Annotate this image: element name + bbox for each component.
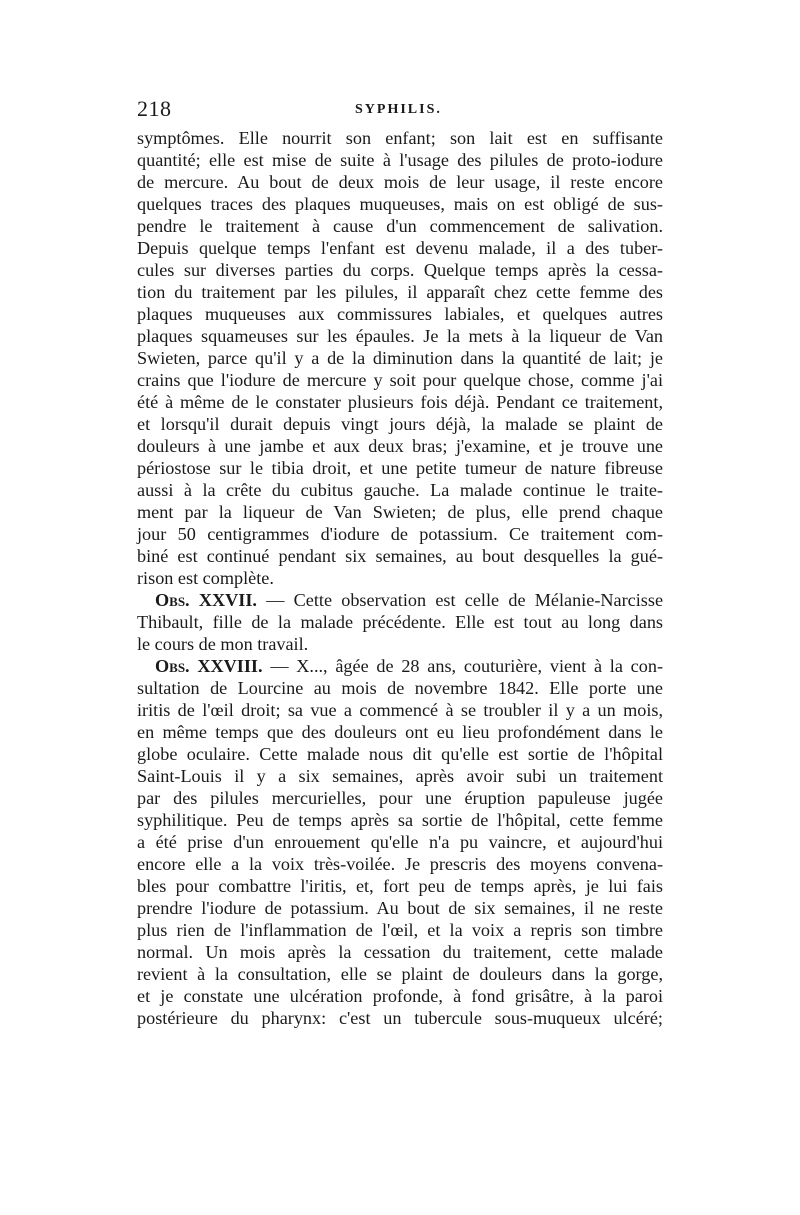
text-line: crains que l'iodure de mercure y soit pour quelque chose, comme j'ai — [137, 370, 663, 390]
text-line: le cours de mon travail. — [137, 634, 309, 654]
text-line: Depuis quelque temps l'enfant est devenu malade, il a des tuber- — [137, 238, 663, 258]
text-line: plaques squameuses sur les épaules. Je la mets à la liqueur de Van — [137, 326, 663, 346]
running-head — [137, 96, 663, 126]
page-number: 218 — [137, 96, 172, 121]
text-line: été à même de le constater plusieurs fois déjà. Pendant ce traitement, — [137, 392, 663, 412]
text-line: symptômes. Elle nourrit son enfant; son lait est en suffisante — [137, 128, 663, 148]
observation-heading — [137, 655, 663, 677]
body-text — [137, 127, 663, 1029]
text-line: rison est complète. — [137, 568, 274, 588]
observation-label: Obs. XXVII. — [155, 590, 257, 610]
text-line: ment par la liqueur de Van Swieten; de plus, elle prend chaque — [137, 502, 663, 522]
text-line: globe oculaire. Cette malade nous dit qu'elle est sortie de l'hôpital — [137, 744, 663, 764]
observation-first-line: — Cette observation est celle de Mélanie-Narcisse — [266, 590, 664, 610]
text-line: plus rien de l'inflammation de l'œil, et la voix a repris son timbre — [137, 920, 663, 940]
text-line: encore elle a la voix très-voilée. Je prescris des moyens convena- — [137, 854, 663, 874]
text-line: par des pilules mercurielles, pour une éruption papuleuse jugée — [137, 788, 663, 808]
text-line: bles pour combattre l'iritis, et, fort peu de temps après, je lui fais — [137, 876, 663, 896]
text-line: prendre l'iodure de potassium. Au bout de six semaines, il ne reste — [137, 898, 663, 918]
text-line: aussi à la crête du cubitus gauche. La malade continue le traite- — [137, 480, 663, 500]
text-line: de mercure. Au bout de deux mois de leur usage, il reste encore — [137, 172, 663, 192]
text-line: Thibault, fille de la malade précédente. Elle est tout au long dans — [137, 612, 663, 632]
text-line: iritis de l'œil droit; sa vue a commencé à se troubler il y a un mois, — [137, 700, 663, 720]
text-line: quelques traces des plaques muqueuses, mais on est obligé de sus- — [137, 194, 663, 214]
running-title: SYPHILIS. — [355, 102, 442, 117]
text-line: cules sur diverses parties du corps. Quelque temps après la cessa- — [137, 260, 663, 280]
text-line: revient à la consultation, elle se plaint de douleurs dans la gorge, — [137, 964, 663, 984]
text-line: normal. Un mois après la cessation du traitement, cette malade — [137, 942, 663, 962]
text-line: a été prise d'un enrouement qu'elle n'a pu vaincre, et aujourd'hui — [137, 832, 663, 852]
text-line: syphilitique. Peu de temps après sa sortie de l'hôpital, cette femme — [137, 810, 663, 830]
text-line: Saint-Louis il y a six semaines, après avoir subi un traitement — [137, 766, 663, 786]
text-line: périostose sur le tibia droit, et une petite tumeur de nature fibreuse — [137, 458, 663, 478]
text-line: tion du traitement par les pilules, il apparaît chez cette femme des — [137, 282, 663, 302]
observation-heading — [137, 589, 663, 611]
observation-label: Obs. XXVIII. — [155, 656, 263, 676]
text-line: et je constate une ulcération profonde, à fond grisâtre, à la paroi — [137, 986, 663, 1006]
text-line: Swieten, parce qu'il y a de la diminution dans la quantité de lait; je — [137, 348, 663, 368]
text-line: biné est continué pendant six semaines, au bout desquelles la gué- — [137, 546, 663, 566]
text-line: quantité; elle est mise de suite à l'usage des pilules de proto-iodure — [137, 150, 663, 170]
text-line: et lorsqu'il durait depuis vingt jours déjà, la malade se plaint de — [137, 414, 663, 434]
text-line: en même temps que des douleurs ont eu lieu profondément dans le — [137, 722, 663, 742]
text-line: pendre le traitement à cause d'un commencement de salivation. — [137, 216, 663, 236]
text-line: jour 50 centigrammes d'iodure de potassium. Ce traitement com- — [137, 524, 663, 544]
observation-first-line: — X..., âgée de 28 ans, couturière, vient à la con- — [270, 656, 664, 676]
text-line: douleurs à une jambe et aux deux bras; j'examine, et je trouve une — [137, 436, 663, 456]
text-line: sultation de Lourcine au mois de novembre 1842. Elle porte une — [137, 678, 663, 698]
text-line: postérieure du pharynx: c'est un tubercule sous-muqueux ulcéré; — [137, 1008, 663, 1028]
text-line: plaques muqueuses aux commissures labiales, et quelques autres — [137, 304, 663, 324]
